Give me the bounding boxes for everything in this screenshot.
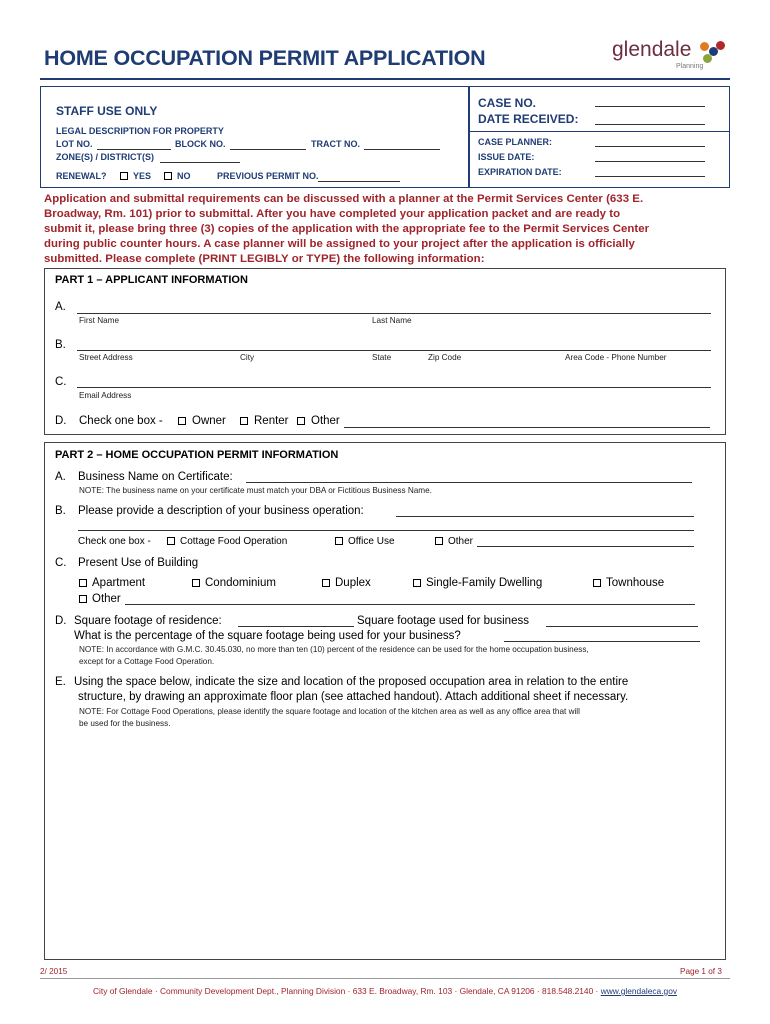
- owner-checkbox[interactable]: [178, 417, 186, 425]
- part2-title: PART 2 – HOME OCCUPATION PERMIT INFORMATION: [55, 449, 339, 461]
- phone-label: Area Code - Phone Number: [565, 353, 667, 362]
- floorplan-instr-2: structure, by drawing an approximate floor plan (see attached handout). Attach additional sheet if necessary.: [78, 691, 629, 703]
- description-field[interactable]: [396, 516, 694, 517]
- other-use-label: Other: [448, 536, 474, 547]
- sqft-business-field[interactable]: [546, 626, 698, 627]
- page-number: Page 1 of 3: [680, 967, 722, 976]
- expiration-label: EXPIRATION DATE:: [478, 167, 562, 177]
- last-name-label: Last Name: [372, 316, 412, 325]
- date-received-label: DATE RECEIVED:: [478, 112, 579, 126]
- cottage-note-1: NOTE: For Cottage Food Operations, please identify the square footage and location of the kitchen area as well as any office area that will: [79, 707, 580, 716]
- email-field[interactable]: [77, 387, 711, 388]
- gmc-note-2: except for a Cottage Food Operation.: [79, 657, 215, 666]
- sqft-residence-label: Square footage of residence:: [74, 615, 222, 627]
- cottage-note-2: be used for the business.: [79, 719, 171, 728]
- gmc-note-1: NOTE: In accordance with G.M.C. 30.45.030, no more than ten (10) percent of the residence can be used for the home occupation business,: [79, 645, 589, 654]
- renter-checkbox[interactable]: [240, 417, 248, 425]
- duplex-label: Duplex: [335, 577, 371, 589]
- other-field[interactable]: [344, 427, 710, 428]
- check-one-label-2: Check one box -: [78, 536, 151, 547]
- glendale-logo: glendale: [612, 38, 692, 61]
- office-label: Office Use: [348, 536, 395, 547]
- staff-divider: [468, 86, 470, 188]
- duplex-checkbox[interactable]: [322, 579, 330, 587]
- lot-label: LOT NO.: [56, 139, 93, 149]
- website-link[interactable]: www.glendaleca.gov: [600, 986, 678, 996]
- logo-subtitle: Planning: [676, 63, 704, 70]
- footer-address: City of Glendale · Community Development Dept., Planning Division · 633 E. Broadway, Rm. 103 · Glendale, CA 91206 · 818.548.2140 · www.glendaleca.gov: [92, 986, 678, 996]
- part1-d: D.: [55, 415, 67, 427]
- street-label: Street Address: [79, 353, 133, 362]
- state-label: State: [372, 353, 392, 362]
- part1-a: A.: [55, 301, 66, 313]
- sfd-checkbox[interactable]: [413, 579, 421, 587]
- renter-label: Renter: [254, 415, 289, 427]
- apartment-checkbox[interactable]: [79, 579, 87, 587]
- part1-box: [44, 268, 726, 435]
- footer-rule: [40, 978, 730, 979]
- percentage-field[interactable]: [504, 641, 700, 642]
- condo-checkbox[interactable]: [192, 579, 200, 587]
- part2-d: D.: [55, 615, 67, 627]
- case-planner-label: CASE PLANNER:: [478, 137, 553, 147]
- sqft-business-label: Square footage used for business: [357, 615, 529, 627]
- part1-b: B.: [55, 339, 66, 351]
- floorplan-drawing-area[interactable]: [60, 735, 710, 953]
- townhouse-checkbox[interactable]: [593, 579, 601, 587]
- description-field-2[interactable]: [78, 530, 694, 531]
- revision-date: 2/ 2015: [40, 967, 68, 976]
- renewal-label: RENEWAL?: [56, 171, 107, 181]
- renewal-no-checkbox[interactable]: [164, 172, 172, 180]
- other-use-field[interactable]: [477, 546, 694, 547]
- city-label: City: [240, 353, 255, 362]
- issue-date-label: ISSUE DATE:: [478, 152, 535, 162]
- block-label: BLOCK NO.: [175, 139, 226, 149]
- case-no-label: CASE NO.: [478, 96, 537, 110]
- other-building-field[interactable]: [125, 604, 695, 605]
- header-rule: [40, 78, 730, 80]
- percentage-label: What is the percentage of the square footage being used for your business?: [74, 630, 461, 642]
- sqft-residence-field[interactable]: [238, 626, 354, 627]
- apartment-label: Apartment: [92, 577, 146, 589]
- cottage-label: Cottage Food Operation: [180, 536, 288, 547]
- part2-a: A.: [55, 471, 66, 483]
- other-building-label: Other: [92, 593, 121, 605]
- cottage-checkbox[interactable]: [167, 537, 175, 545]
- previous-permit-label: PREVIOUS PERMIT NO.: [217, 171, 319, 181]
- office-checkbox[interactable]: [335, 537, 343, 545]
- other-label: Other: [311, 415, 340, 427]
- staff-heading: STAFF USE ONLY: [56, 104, 158, 118]
- other-checkbox[interactable]: [297, 417, 305, 425]
- name-field[interactable]: [77, 313, 711, 314]
- zone-label: ZONE(S) / DISTRICT(S): [56, 152, 154, 162]
- address-field[interactable]: [77, 350, 711, 351]
- business-name-note: NOTE: The business name on your certificate must match your DBA or Fictitious Business Name.: [79, 486, 432, 495]
- renewal-no-label: NO: [177, 171, 191, 181]
- tract-label: TRACT NO.: [311, 139, 360, 149]
- sfd-label: Single-Family Dwelling: [426, 577, 543, 589]
- renewal-yes-checkbox[interactable]: [120, 172, 128, 180]
- business-name-label: Business Name on Certificate:: [78, 471, 233, 483]
- staff-right-divider: [469, 131, 730, 132]
- zip-label: Zip Code: [428, 353, 462, 362]
- owner-label: Owner: [192, 415, 226, 427]
- condo-label: Condominium: [205, 577, 276, 589]
- other-use-checkbox[interactable]: [435, 537, 443, 545]
- present-use-label: Present Use of Building: [78, 557, 199, 569]
- first-name-label: First Name: [79, 316, 120, 325]
- page-title: HOME OCCUPATION PERMIT APPLICATION: [44, 46, 486, 70]
- part2-b: B.: [55, 505, 66, 517]
- email-label: Email Address: [79, 391, 132, 400]
- description-label: Please provide a description of your business operation:: [78, 505, 364, 517]
- intro-paragraph: Application and submittal requirements can be discussed with a planner at the Permit Services Center (633 E. Broadway, Rm. 101) prior to submittal. After you have completed your application packet and are ready to submit it, please bring three (3) copies of the application with the appropriate fee to the Permit Services Center during public counter hours. A case planner will be assigned to your project after the application is officially submitted. Please complete (PRINT LEGIBLY or TYPE) the following information:: [44, 193, 650, 265]
- check-one-label: Check one box -: [79, 415, 163, 427]
- part1-title: PART 1 – APPLICANT INFORMATION: [55, 274, 248, 286]
- business-name-field[interactable]: [246, 482, 692, 483]
- townhouse-label: Townhouse: [606, 577, 665, 589]
- part1-c: C.: [55, 376, 67, 388]
- part2-c: C.: [55, 557, 67, 569]
- renewal-yes-label: YES: [133, 171, 152, 181]
- legal-label: LEGAL DESCRIPTION FOR PROPERTY: [56, 126, 224, 136]
- other-building-checkbox[interactable]: [79, 595, 87, 603]
- part2-e: E.: [55, 676, 66, 688]
- floorplan-instr-1: Using the space below, indicate the size and location of the proposed occupation area in relation to the entire: [74, 676, 629, 688]
